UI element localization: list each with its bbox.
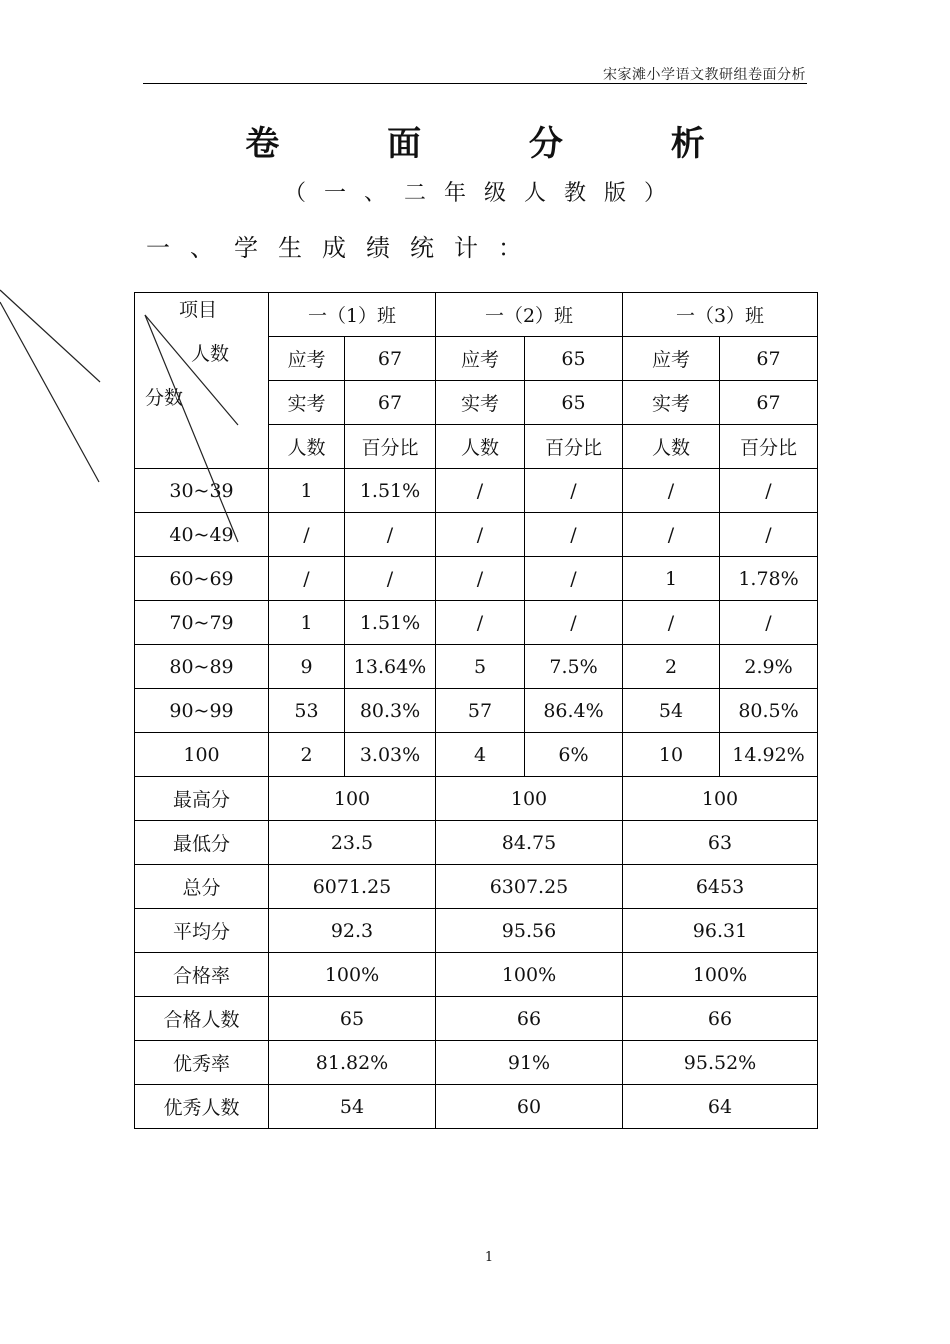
count-cell: /: [436, 469, 525, 513]
count-cell: /: [269, 513, 345, 557]
shi-kao-value: 67: [345, 381, 436, 425]
percent-cell: /: [345, 557, 436, 601]
summary-value-cell: 54: [269, 1085, 436, 1129]
percent-cell: 2.9%: [720, 645, 818, 689]
count-cell: /: [436, 601, 525, 645]
summary-rows: [135, 777, 818, 1129]
corner-header-cell: [135, 293, 269, 469]
ying-kao-label: 应考: [436, 337, 525, 381]
percent-cell: 1.78%: [720, 557, 818, 601]
shi-kao-label: 实考: [269, 381, 345, 425]
summary-label: 合格人数: [135, 997, 269, 1041]
count-cell: 10: [623, 733, 720, 777]
summary-value-cell: 100%: [623, 953, 818, 997]
summary-value-cell: 6453: [623, 865, 818, 909]
percent-sub-header: 百分比: [345, 425, 436, 469]
summary-value-cell: 66: [623, 997, 818, 1041]
summary-row: [135, 997, 818, 1041]
count-cell: 2: [623, 645, 720, 689]
ying-kao-value: 67: [345, 337, 436, 381]
score-statistics-table: [134, 292, 818, 1129]
header-rule: [143, 83, 807, 84]
ying-kao-label: 应考: [623, 337, 720, 381]
score-range-rows: [135, 469, 818, 777]
shi-kao-label: 实考: [623, 381, 720, 425]
percent-cell: /: [525, 513, 623, 557]
percent-sub-header: 百分比: [720, 425, 818, 469]
stray-pen-line: [0, 302, 99, 482]
percent-cell: 7.5%: [525, 645, 623, 689]
score-range-label: 70~79: [135, 601, 269, 645]
percent-cell: 13.64%: [345, 645, 436, 689]
count-cell: /: [623, 513, 720, 557]
percent-cell: 1.51%: [345, 601, 436, 645]
summary-row: [135, 821, 818, 865]
summary-value-cell: 66: [436, 997, 623, 1041]
score-range-label: 30~39: [135, 469, 269, 513]
shi-kao-label: 实考: [436, 381, 525, 425]
summary-label: 优秀人数: [135, 1085, 269, 1129]
ying-kao-value: 67: [720, 337, 818, 381]
score-range-label: 80~89: [135, 645, 269, 689]
summary-value-cell: 6307.25: [436, 865, 623, 909]
summary-value-cell: 96.31: [623, 909, 818, 953]
count-cell: 1: [269, 601, 345, 645]
score-range-row: [135, 645, 818, 689]
count-cell: 5: [436, 645, 525, 689]
percent-cell: /: [525, 469, 623, 513]
score-range-label: 90~99: [135, 689, 269, 733]
percent-cell: /: [720, 601, 818, 645]
summary-value-cell: 100%: [436, 953, 623, 997]
percent-cell: /: [525, 557, 623, 601]
shi-kao-value: 65: [525, 381, 623, 425]
summary-row: [135, 953, 818, 997]
count-cell: /: [623, 601, 720, 645]
corner-count-label: 人数: [191, 343, 230, 365]
count-cell: /: [623, 469, 720, 513]
summary-label: 总分: [135, 865, 269, 909]
summary-value-cell: 81.82%: [269, 1041, 436, 1085]
table-header-row: [135, 293, 818, 337]
count-sub-header: 人数: [436, 425, 525, 469]
summary-value-cell: 91%: [436, 1041, 623, 1085]
summary-value-cell: 100: [269, 777, 436, 821]
count-cell: 9: [269, 645, 345, 689]
percent-cell: 80.3%: [345, 689, 436, 733]
summary-value-cell: 60: [436, 1085, 623, 1129]
score-range-row: [135, 689, 818, 733]
summary-value-cell: 63: [623, 821, 818, 865]
score-range-label: 60~69: [135, 557, 269, 601]
count-cell: 1: [623, 557, 720, 601]
class-2-header: 一（2）班: [436, 293, 623, 337]
summary-value-cell: 100: [623, 777, 818, 821]
summary-label: 合格率: [135, 953, 269, 997]
class-3-header: 一（3）班: [623, 293, 818, 337]
percent-cell: 14.92%: [720, 733, 818, 777]
percent-cell: 3.03%: [345, 733, 436, 777]
summary-value-cell: 95.52%: [623, 1041, 818, 1085]
summary-row: [135, 1041, 818, 1085]
percent-cell: /: [720, 513, 818, 557]
percent-cell: 6%: [525, 733, 623, 777]
percent-cell: 86.4%: [525, 689, 623, 733]
summary-label: 优秀率: [135, 1041, 269, 1085]
summary-value-cell: 23.5: [269, 821, 436, 865]
count-cell: /: [436, 513, 525, 557]
percent-cell: /: [345, 513, 436, 557]
summary-row: [135, 777, 818, 821]
score-range-row: [135, 513, 818, 557]
score-range-label: 100: [135, 733, 269, 777]
count-cell: 54: [623, 689, 720, 733]
page-number: 1: [484, 1250, 494, 1265]
stray-pen-line: [0, 290, 100, 382]
count-cell: 57: [436, 689, 525, 733]
summary-label: 最低分: [135, 821, 269, 865]
summary-label: 平均分: [135, 909, 269, 953]
ying-kao-value: 65: [525, 337, 623, 381]
ying-kao-label: 应考: [269, 337, 345, 381]
page-title: 卷 面 分 析: [245, 124, 753, 164]
count-sub-header: 人数: [269, 425, 345, 469]
score-range-row: [135, 469, 818, 513]
count-cell: 4: [436, 733, 525, 777]
shi-kao-value: 67: [720, 381, 818, 425]
score-range-row: [135, 733, 818, 777]
summary-row: [135, 865, 818, 909]
score-range-row: [135, 601, 818, 645]
section-title: 一、学生成绩统计：: [146, 234, 542, 262]
summary-label: 最高分: [135, 777, 269, 821]
score-range-row: [135, 557, 818, 601]
class-1-header: 一（1）班: [269, 293, 436, 337]
percent-cell: /: [720, 469, 818, 513]
percent-sub-header: 百分比: [525, 425, 623, 469]
percent-cell: 1.51%: [345, 469, 436, 513]
header-text: 宋家滩小学语文教研组卷面分析: [603, 67, 806, 83]
percent-cell: 80.5%: [720, 689, 818, 733]
summary-value-cell: 95.56: [436, 909, 623, 953]
summary-value-cell: 92.3: [269, 909, 436, 953]
count-sub-header: 人数: [623, 425, 720, 469]
count-cell: 2: [269, 733, 345, 777]
count-cell: /: [436, 557, 525, 601]
summary-value-cell: 100: [436, 777, 623, 821]
count-cell: /: [269, 557, 345, 601]
summary-row: [135, 1085, 818, 1129]
summary-row: [135, 909, 818, 953]
summary-value-cell: 100%: [269, 953, 436, 997]
count-cell: 53: [269, 689, 345, 733]
summary-value-cell: 65: [269, 997, 436, 1041]
summary-value-cell: 6071.25: [269, 865, 436, 909]
percent-cell: /: [525, 601, 623, 645]
summary-value-cell: 84.75: [436, 821, 623, 865]
page-subtitle: （一、二年级人教版）: [283, 181, 684, 206]
corner-item-label: 项目: [179, 299, 218, 321]
count-cell: 1: [269, 469, 345, 513]
score-range-label: 40~49: [135, 513, 269, 557]
summary-value-cell: 64: [623, 1085, 818, 1129]
corner-score-label: 分数: [145, 387, 184, 409]
